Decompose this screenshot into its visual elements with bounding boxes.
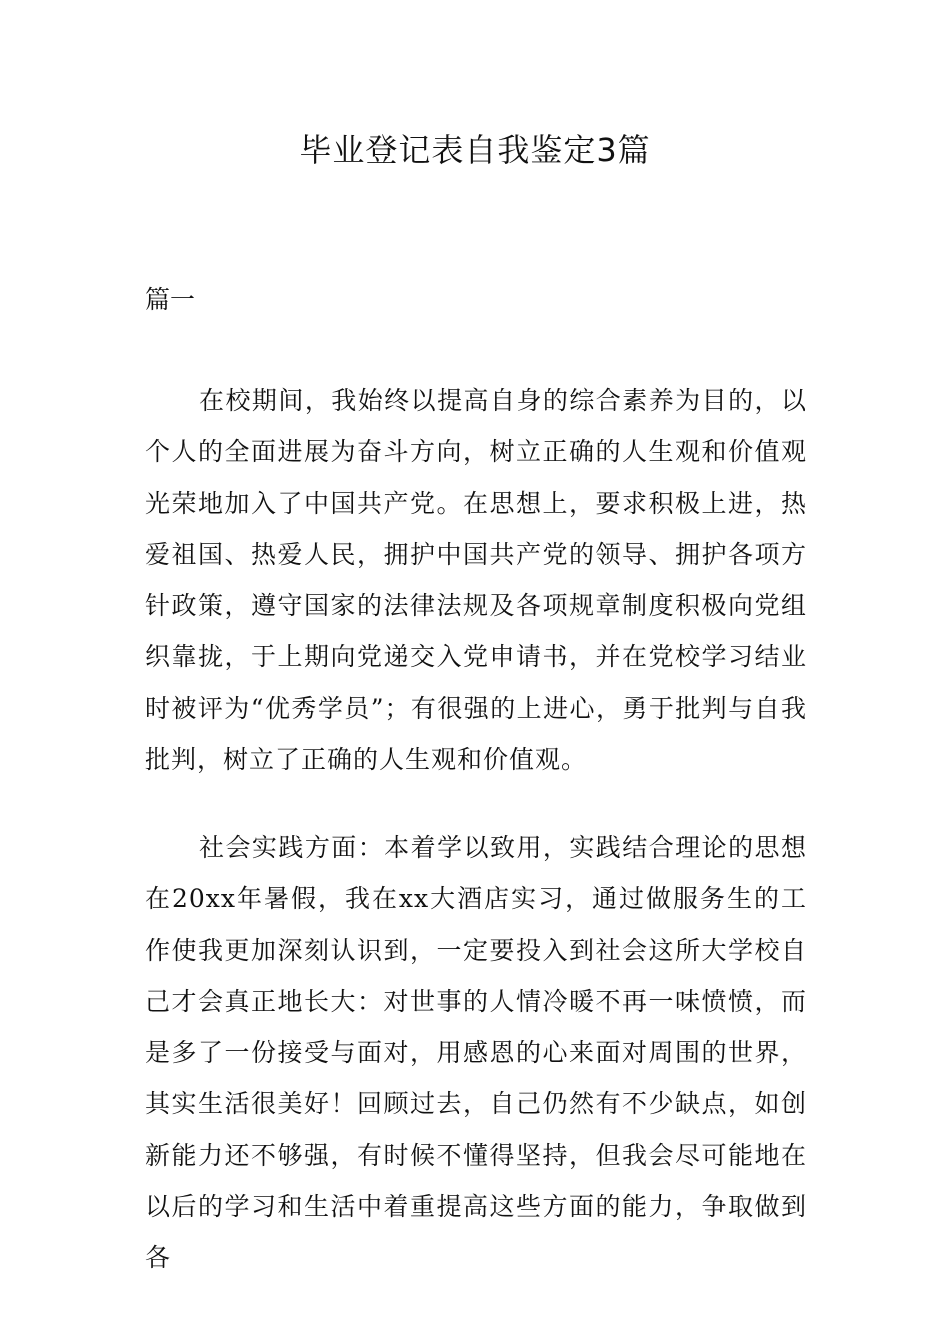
- document-title: 毕业登记表自我鉴定3篇: [299, 131, 651, 169]
- paragraph-1: 在校期间，我始终以提高自身的综合素养为目的，以个人的全面进展为奋斗方向，树立正确的人生观和价值观光荣地加入了中国共产党。在思想上，要求积极上进，热爱祖国、热爱人民，拥护中国共产党的领导、拥护各项方针政策，遵守国家的法律法规及各项规章制度积极向党组织靠拢，于上期向党递交入党申请书，并在党校学习结业时被评为“优秀学员”；有很强的上进心，勇于批判与自我批判，树立了正确的人生观和价值观。: [145, 386, 807, 775]
- paragraph-2: 社会实践方面：本着学以致用，实践结合理论的思想在20xx年暑假，我在xx大酒店实习，通过做服务生的工作使我更加深刻认识到，一定要投入到社会这所大学校自己才会真正地长大：对世事的人情冷暖不再一味愤愤，而是多了一份接受与面对，用感恩的心来面对周围的世界，其实生活很美好！回顾过去，自己仍然有不少缺点，如创新能力还不够强，有时候不懂得坚持，但我会尽可能地在以后的学习和生活中着重提高这些方面的能力，争取做到各: [145, 833, 807, 1273]
- section-label: 篇一: [145, 285, 196, 314]
